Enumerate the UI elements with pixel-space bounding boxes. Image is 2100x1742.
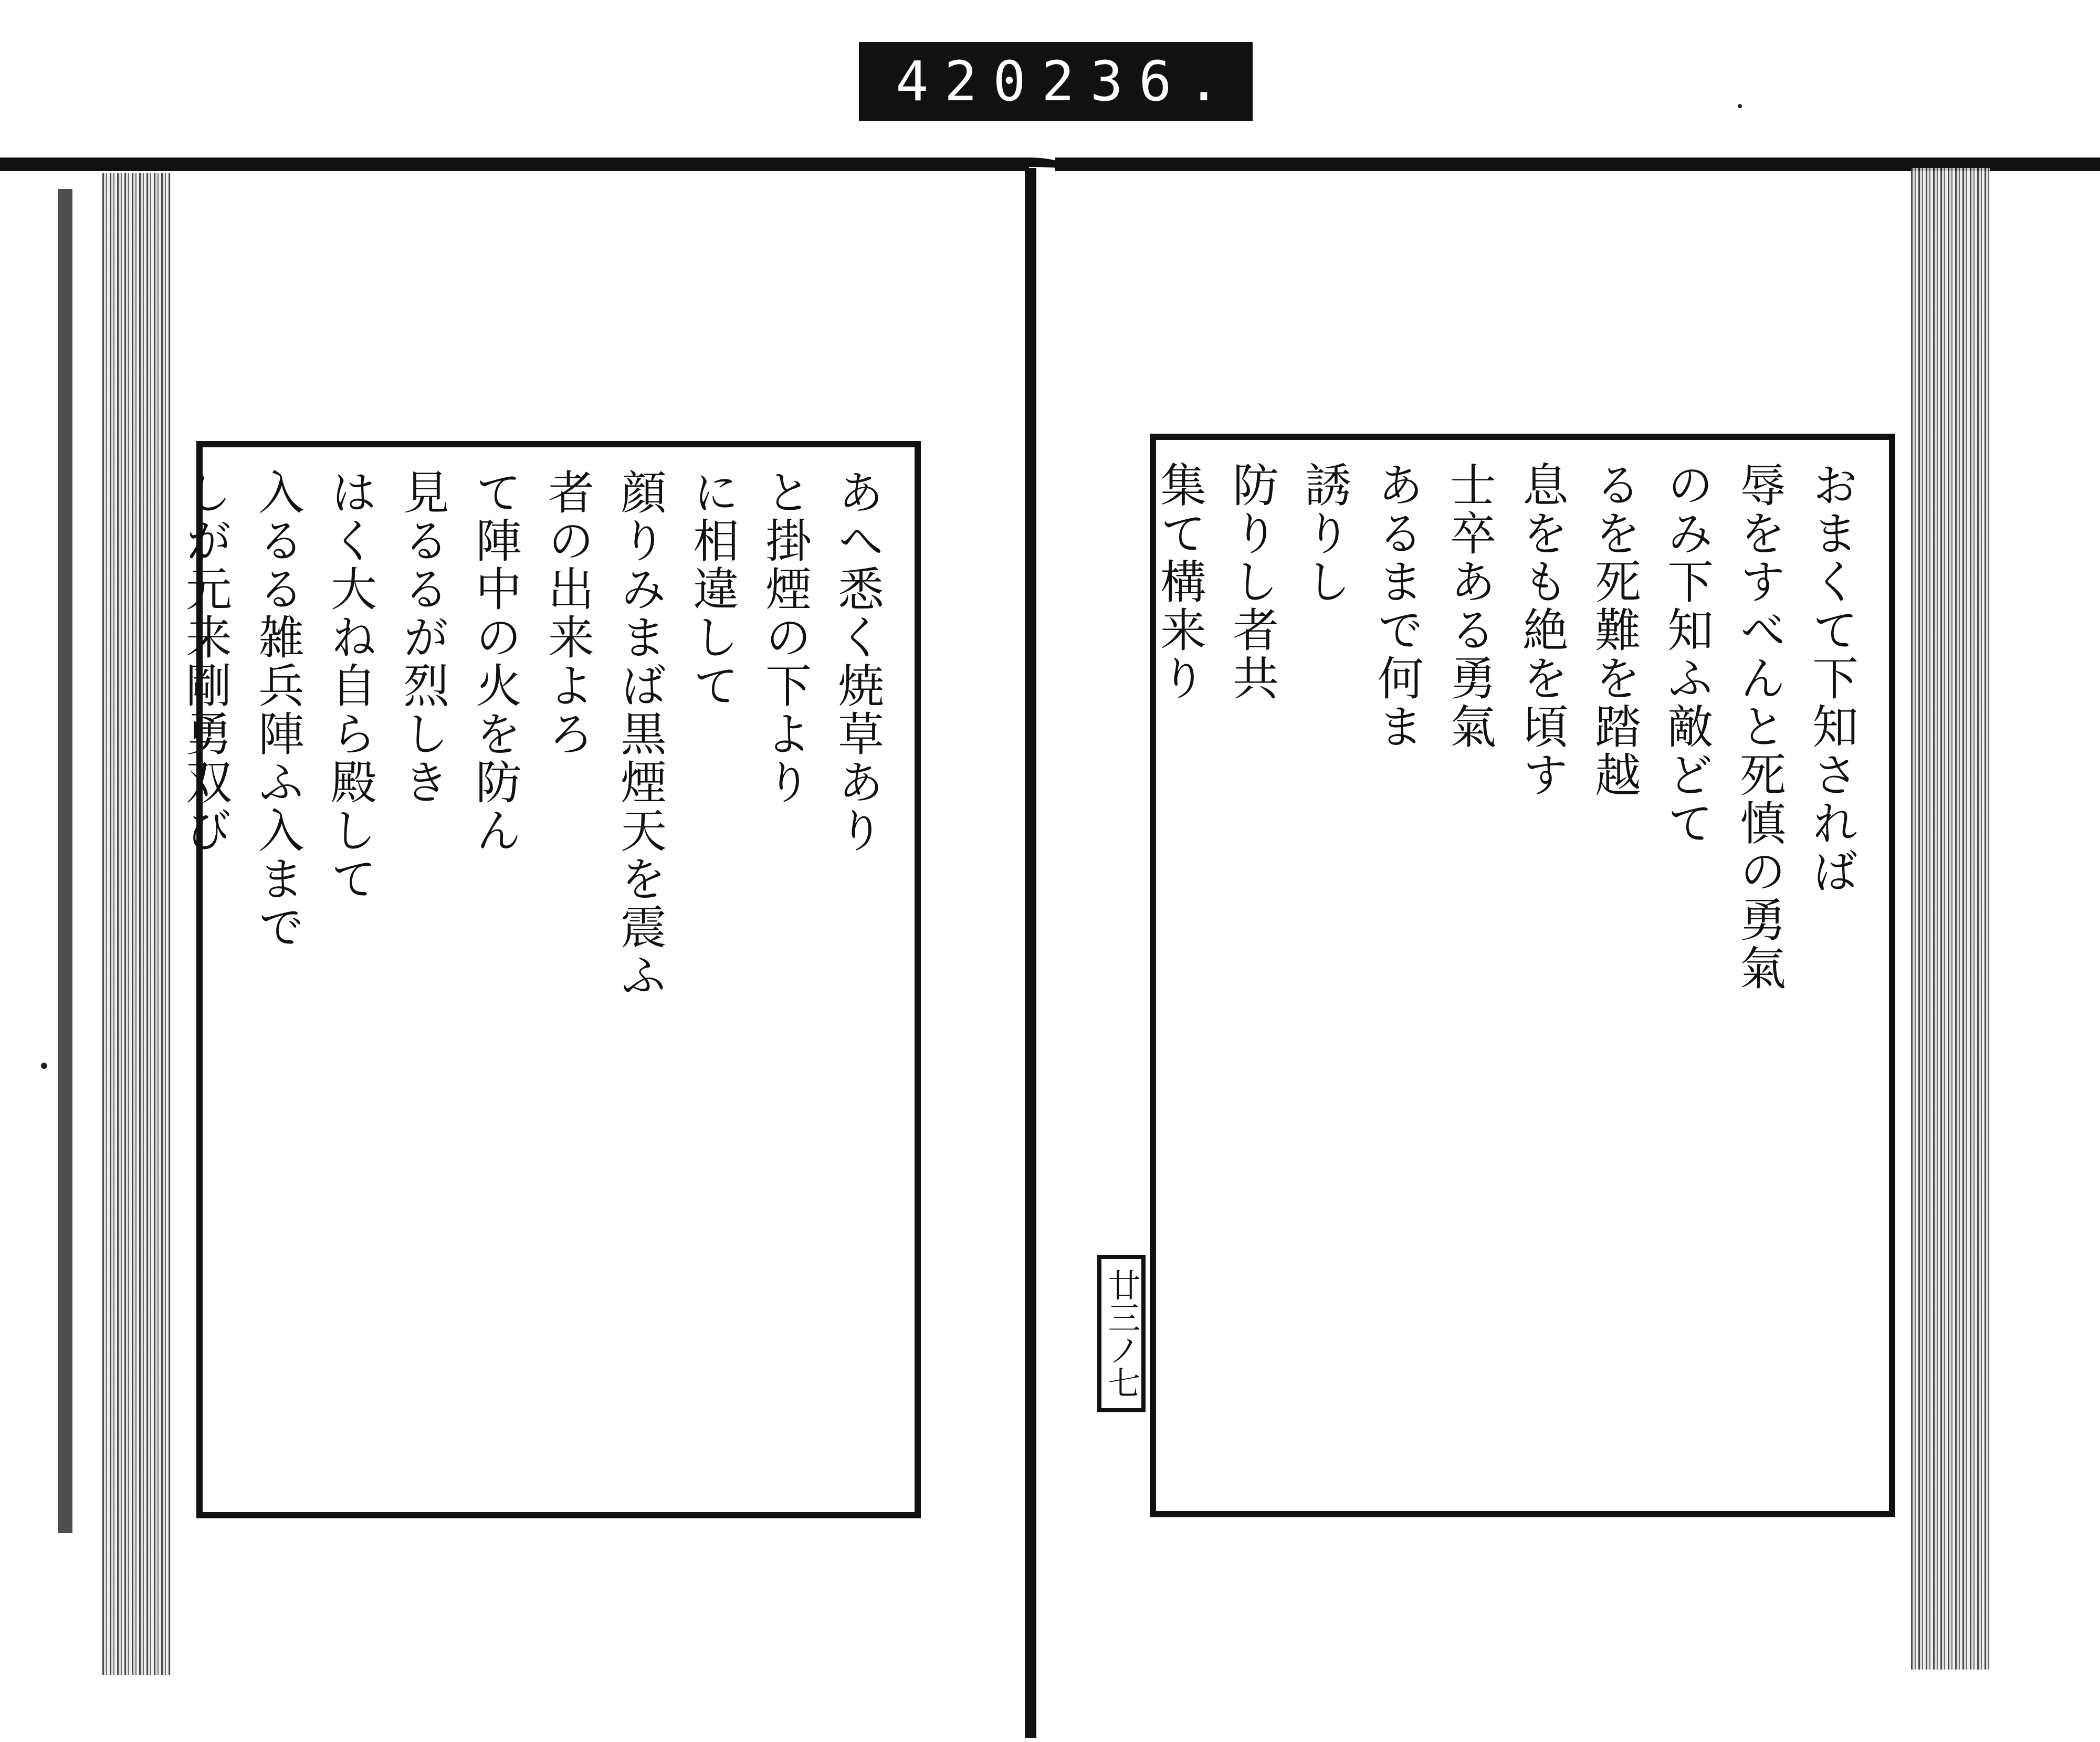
left-cover-edge (58, 189, 72, 1533)
right-page-text-frame (1150, 434, 1895, 1517)
scan-speck (1738, 104, 1742, 108)
text-column: 誘りし (1298, 461, 1352, 606)
text-column: 顔りみまば黒煙天を震ふ (613, 468, 667, 1000)
text-column: しが元来剛勇双び (178, 468, 233, 855)
frame-label-left: 420 (896, 49, 1042, 113)
text-column: るを死難を踏越 (1588, 461, 1642, 799)
text-column: あるまで何ま (1370, 461, 1424, 751)
left-page-edges (102, 173, 171, 1675)
text-column: はく大ね自ら殿して (323, 468, 377, 903)
text-column: おまくて下知されば (1805, 461, 1859, 896)
book-top-edge-left (0, 158, 1029, 171)
text-column: と掛煙の下より (758, 468, 812, 806)
left-page-text-frame (178, 441, 921, 1518)
text-column: 士卒ある勇氣 (1443, 461, 1497, 751)
left-page-text (178, 468, 894, 1491)
book-gutter (1025, 168, 1036, 1738)
page-number-tab: 廿三ノ七 (1097, 1255, 1146, 1412)
frame-label-right: 236. (1041, 49, 1236, 113)
film-frame-label (859, 42, 1253, 121)
right-page-text (1153, 461, 1868, 1490)
text-column: て陣中の火を防ん (468, 468, 522, 855)
text-column: に相違して (686, 468, 740, 710)
text-column: 息をも絶を頃す (1515, 461, 1569, 799)
right-page-edges (1911, 168, 1990, 1670)
text-column: 防りし者共 (1225, 461, 1279, 702)
text-column: のみ下知ふ敵どて (1660, 461, 1714, 847)
text-column: あへ悉く焼草あり (831, 468, 885, 855)
text-column: 集て構来り (1153, 461, 1207, 702)
text-column: 入るる雑兵陣ふ入まで (251, 468, 305, 951)
text-column: 者の出来よろ (541, 468, 595, 758)
text-column: 辱をすべんと死慎の勇氣 (1732, 461, 1787, 992)
text-column: 見るるが烈しき (396, 468, 450, 806)
scan-speck (41, 1063, 47, 1069)
